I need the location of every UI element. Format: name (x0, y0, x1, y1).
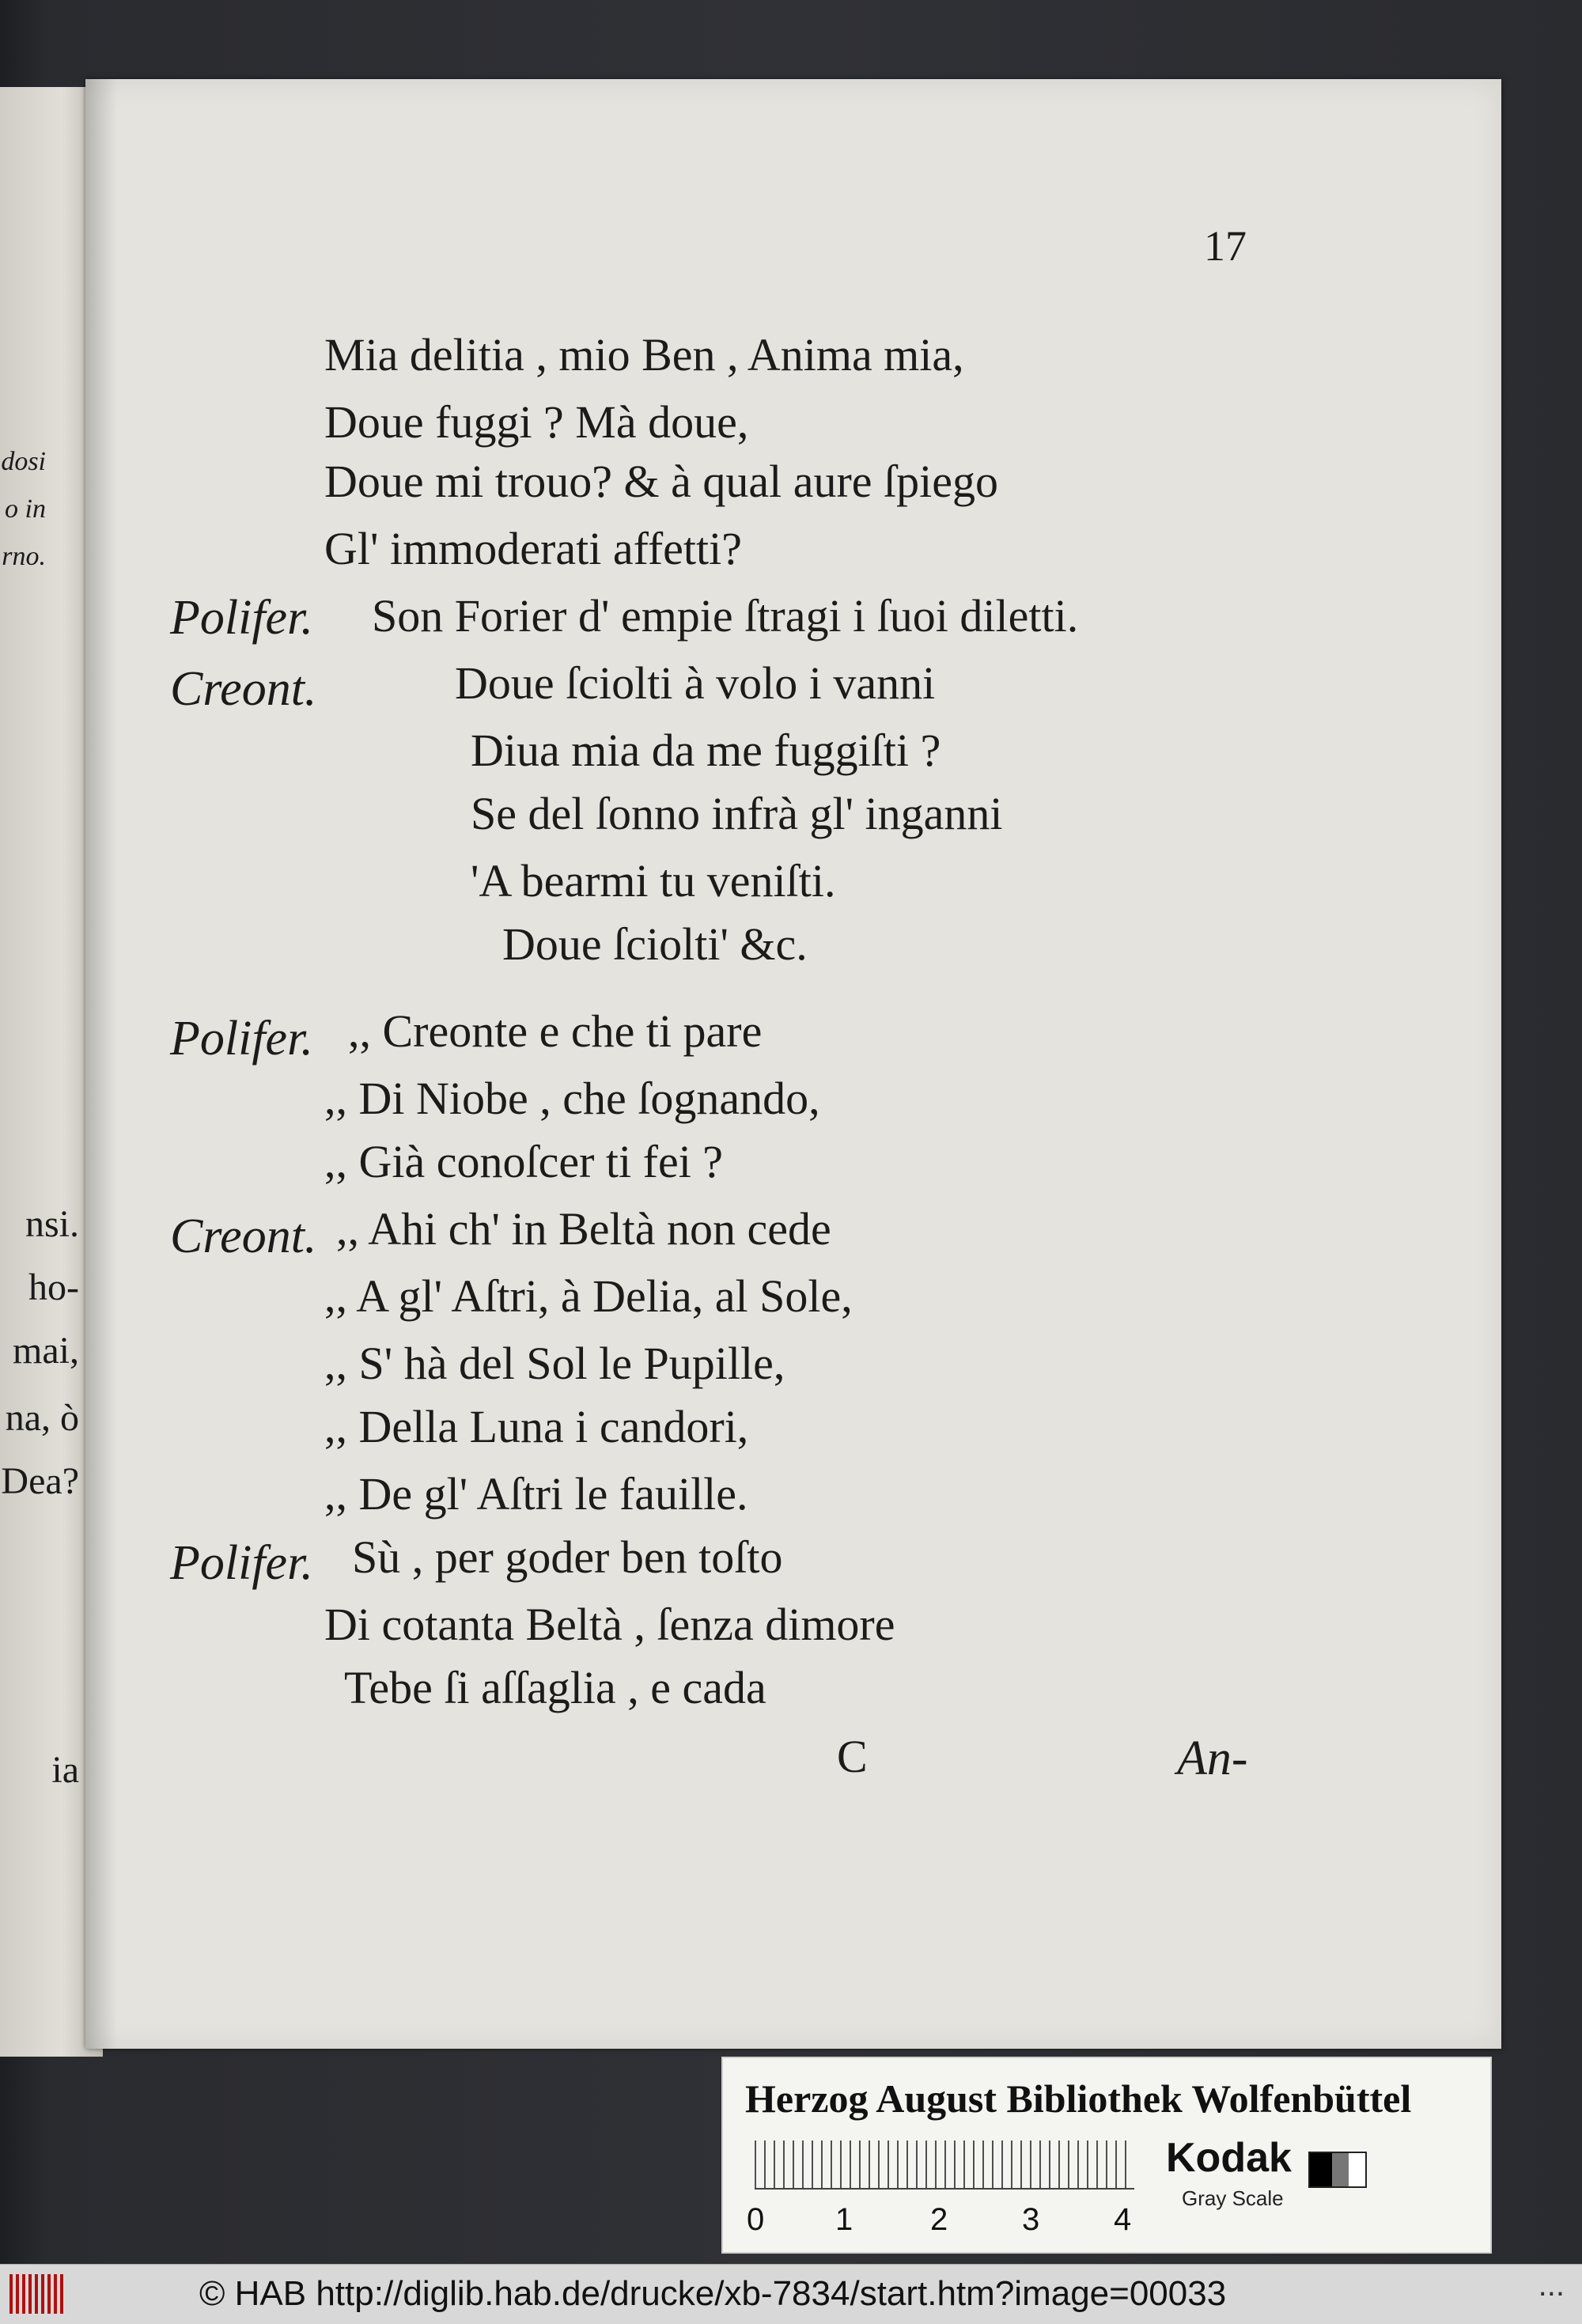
left-page-fragment: o in (5, 494, 46, 524)
speaker-label: Polifer. (170, 591, 313, 645)
left-page-fragment: Dea? (1, 1460, 79, 1502)
measurement-ruler (755, 2140, 1134, 2190)
left-page-fragment: mai, (13, 1330, 79, 1372)
ruler-tick-label: 1 (835, 2202, 853, 2237)
verse-line: Diua mia da me fuggiſti ? (471, 725, 941, 776)
verse-line: Son Forier d' empie ſtragi i ſuoi diletti. (372, 590, 1079, 642)
verse-line: Doue ſciolti à volo i vanni (455, 657, 936, 709)
verse-line: Di cotanta Beltà , ſenza dimore (324, 1599, 895, 1650)
verse-line: Doue fuggi ? Mà doue, (324, 396, 749, 448)
verse-line: ,, Della Luna i candori, (324, 1401, 749, 1452)
left-page-fragment: na, ò (5, 1397, 79, 1439)
verse-line: ,, A gl' Aſtri, à Delia, al Sole, (324, 1270, 853, 1322)
verse-line: Doue mi trouo? & à qual aure ſpiego (324, 456, 999, 507)
verse-line: Tebe ſi aſſaglia , e cada (344, 1662, 766, 1713)
left-page-fragment: dosi (1, 447, 46, 476)
verse-line: ,, Ahi ch' in Beltà non cede (336, 1203, 831, 1255)
more-options-icon[interactable]: ... (1538, 2268, 1565, 2303)
gray-scale-target (721, 2057, 1492, 2254)
gray-scale-label: Gray Scale (1182, 2186, 1284, 2210)
left-page-fragment: rno. (2, 542, 46, 571)
verse-line: ,, S' hà del Sol le Pupille, (324, 1338, 785, 1389)
ruler-tick-label: 0 (747, 2202, 765, 2237)
speaker-label: Creont. (170, 1209, 317, 1263)
ruler-tick-label: 2 (930, 2202, 948, 2237)
catchword: An- (1177, 1732, 1248, 1785)
ruler-tick-label: 4 (1114, 2202, 1132, 2237)
speaker-label: Creont. (170, 662, 317, 716)
verse-line: ,, De gl' Aſtri le fauille. (324, 1468, 748, 1520)
verse-line: Mia delitia , mio Ben , Anima mia, (324, 329, 964, 380)
verse-line: 'A bearmi tu veniſti. (471, 855, 836, 907)
speaker-label: Polifer. (170, 1536, 313, 1590)
library-name: Herzog August Bibliothek Wolfenbüttel (745, 2076, 1412, 2121)
left-page-fragment: ho- (28, 1266, 79, 1308)
verse-line: ,, Creonte e che ti pare (348, 1005, 763, 1057)
page-number: 17 (1204, 222, 1247, 270)
ruler-tick-label: 3 (1022, 2202, 1040, 2237)
verse-line: Sù , per goder ben toſto (352, 1531, 783, 1583)
barcode-icon (9, 2274, 65, 2314)
left-page-fragment: nsi. (25, 1203, 79, 1245)
verse-line: Doue ſciolti' &c. (502, 918, 808, 970)
verse-line: Gl' immoderati affetti? (324, 523, 742, 574)
left-page-fragment: ia (51, 1749, 79, 1791)
verse-line: ,, Di Niobe , che ſognando, (324, 1073, 820, 1124)
verse-line: Se del ſonno infrà gl' inganni (471, 788, 1003, 839)
copyright-link[interactable]: © HAB http://diglib.hab.de/drucke/xb-7834/start.htm?image=00033 (199, 2274, 1227, 2313)
verse-line: ,, Già conoſcer ti fei ? (324, 1136, 724, 1187)
signature-mark: C (837, 1731, 868, 1782)
kodak-brand: Kodak (1166, 2135, 1292, 2181)
page-gutter-shadow (85, 79, 117, 2049)
viewer-footer (0, 2264, 1582, 2324)
speaker-label: Polifer. (170, 1012, 313, 1065)
gray-swatch-icon (1308, 2152, 1367, 2188)
